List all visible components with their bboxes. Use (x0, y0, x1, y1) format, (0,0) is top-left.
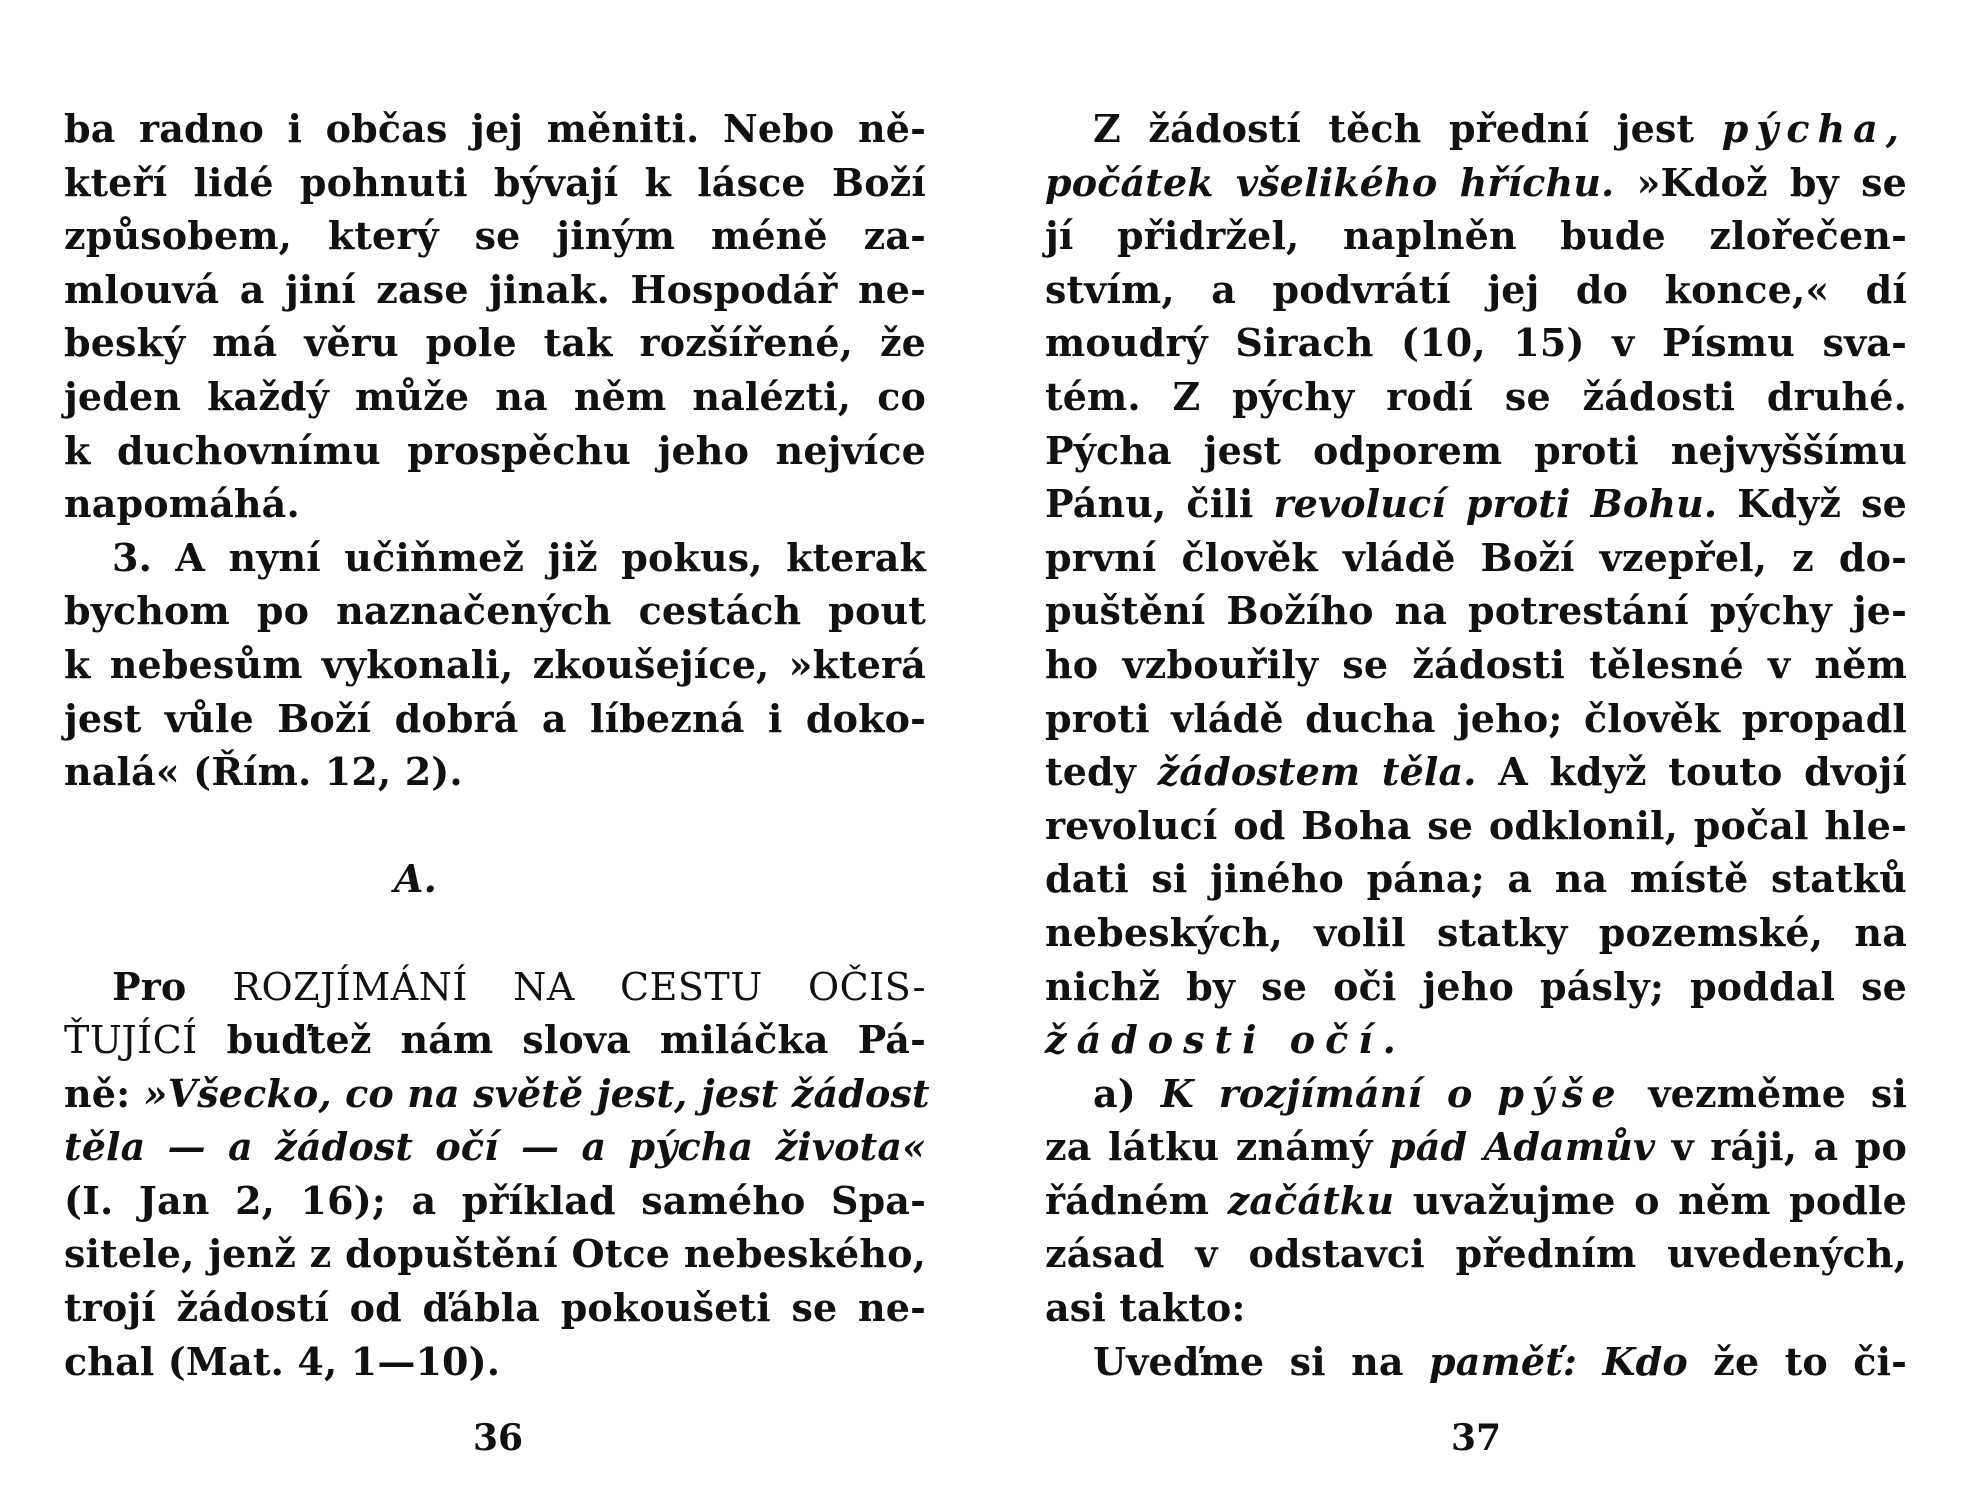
text-line: (I. Jan 2, 16); a příklad samého Spa- (64, 1177, 926, 1223)
text-run: že to či- (1687, 1338, 1907, 1384)
text-line (1045, 102, 1907, 156)
text-line (1045, 477, 1907, 531)
text-run: A když touto dvojí (1476, 749, 1908, 795)
text-line: dati si jiného pána; a na místě statků (1045, 856, 1907, 902)
text-line: moudrý Sirach (10, 15) v Písmu sva- (1045, 320, 1907, 366)
text-line (1045, 745, 1907, 799)
text-line (1045, 1335, 1907, 1389)
text-run: a) (1093, 1070, 1161, 1116)
page-number: 36 (473, 1417, 524, 1459)
caps-run: ŤUJÍCÍ (64, 1018, 198, 1063)
section-heading: A. (394, 856, 438, 902)
text-line: sitele, jenž z dopuštění Otce nebeského, (64, 1231, 926, 1277)
text-line: trojí žádostí od ďábla pokoušeti se ne- (64, 1285, 926, 1331)
text-run: za látku známý (1045, 1124, 1390, 1170)
text-line: revolucí od Boha se odklonil, počal hle- (1045, 802, 1907, 848)
text-line: ba radno i občas jej měniti. Nebo ně- (64, 106, 926, 151)
text-line: první člověk vládě Boží vzepřel, z do- (1045, 534, 1907, 580)
text-line: jest vůle Boží dobrá a líbezná i doko- (64, 695, 926, 741)
spaced-italic-run: žádosti očí. (1045, 1017, 1406, 1063)
right-page-text (1045, 102, 1907, 1388)
text-run: buďtež nám slova miláčka Pá- (197, 1017, 926, 1063)
text-run: Když se (1717, 481, 1907, 527)
spaced-italic-run: pýše (1497, 1070, 1624, 1116)
text-line: tém. Z pýchy rodí se žádosti druhé. (1045, 373, 1907, 419)
italic-run: počátek všelikého hříchu. (1045, 159, 1615, 205)
text-line (64, 1120, 926, 1174)
text-line: k nebesům vykonali, zkoušejíce, »která (64, 641, 926, 687)
blank-line (64, 906, 926, 960)
text-run: Uveďme si na (1093, 1338, 1430, 1384)
text-run: »Kdož by se (1614, 159, 1908, 205)
text-run: v ráji, a po (1655, 1124, 1907, 1170)
text-line: asi takto: (1045, 1285, 1246, 1331)
text-run: vezměme si (1623, 1070, 1908, 1116)
text-run: Pánu, čili (1045, 481, 1274, 527)
text-line: stvím, a podvrátí jej do konce,« dí (1045, 266, 1907, 312)
text-run: řádném (1045, 1177, 1228, 1223)
text-run: uvažujme o něm podle (1394, 1177, 1907, 1223)
text-run: tedy (1045, 749, 1158, 795)
text-line (64, 960, 926, 1014)
caps-run: ROZJÍMÁNÍ NA CESTU OČIS- (232, 964, 926, 1009)
italic-run: revolucí proti Bohu. (1273, 481, 1718, 527)
text-line: nalá« (Řím. 12, 2). (64, 749, 463, 795)
text-run (1577, 1339, 1602, 1384)
italic-run: »Všecko, co na světě jest, jest žádost (143, 1070, 930, 1116)
text-line: puštění Božího na potrestání pýchy je- (1045, 588, 1907, 634)
text-line: beský má věru pole tak rozšířené, že (64, 320, 926, 366)
text-line (64, 1013, 926, 1067)
italic-run: začátku (1227, 1177, 1395, 1223)
spaced-italic-run: pýcha, (1721, 106, 1907, 151)
left-page-text (64, 102, 930, 1388)
page-number: 37 (1451, 1417, 1502, 1459)
text-line: jeden každý může na něm nalézti, co (64, 373, 926, 419)
text-line: způsobem, který se jiným méně za- (64, 213, 926, 259)
text-line (1045, 1174, 1907, 1228)
text-line: mlouvá a jiní zase jinak. Hospodář ne- (64, 266, 926, 312)
text-line: bychom po naznačených cestách pout (64, 588, 926, 634)
text-line: napomáhá. (64, 481, 300, 527)
text-line: kteří lidé pohnuti bývají k lásce Boží (64, 159, 926, 205)
text-line: proti vládě ducha jeho; člověk propadl (1045, 695, 1907, 741)
text-line: k duchovnímu prospěchu jeho nejvíce (64, 427, 926, 473)
text-line (64, 1067, 930, 1121)
italic-run: pád Adamův (1389, 1124, 1656, 1170)
text-line: nebeských, volil statky pozemské, na (1045, 909, 1907, 955)
right-page (986, 0, 1972, 1500)
text-line (1045, 1120, 1907, 1174)
blank-line (64, 799, 926, 853)
text-line: 3. A nyní učiňmež již pokus, kterak (112, 534, 926, 580)
italic-run: paměť: (1429, 1338, 1578, 1384)
italic-run: Kdo (1602, 1338, 1688, 1384)
text-run: ně: (64, 1070, 144, 1116)
text-line (1045, 1013, 1907, 1067)
text-line: zásad v odstavci předním uvedených, (1045, 1231, 1907, 1277)
text-run: Z žádostí těch přední jest (1093, 106, 1722, 151)
italic-run: žádostem těla. (1157, 749, 1477, 795)
text-line: Pýcha jest odporem proti nejvyššímu (1045, 427, 1907, 473)
text-line: jí přidržel, naplněn bude zlořečen- (1045, 213, 1907, 259)
text-line (1045, 156, 1907, 210)
text-line: ho vzbouřily se žádosti tělesné v něm (1045, 641, 1907, 687)
italic-run: těla — a žádost očí — a pýcha života« (64, 1124, 926, 1170)
text-line (1045, 1067, 1907, 1121)
italic-run: K rozjímání o (1160, 1070, 1498, 1116)
text-run: Pro (112, 963, 233, 1009)
text-line: nichž by se oči jeho pásly; poddal se (1045, 963, 1907, 1009)
text-line: chal (Mat. 4, 1—10). (64, 1338, 501, 1384)
